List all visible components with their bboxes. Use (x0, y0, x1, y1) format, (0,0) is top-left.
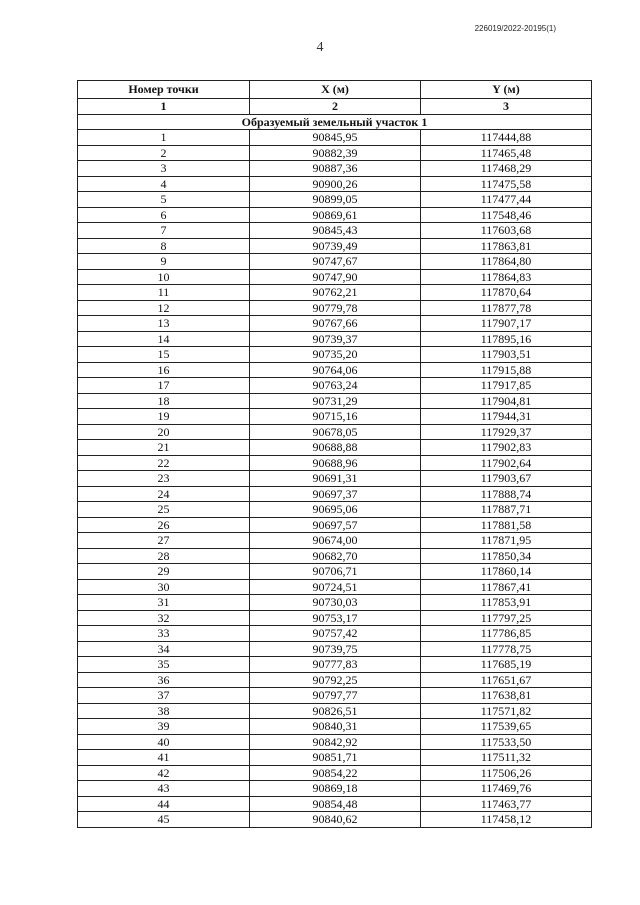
table-row (78, 192, 592, 208)
point-number-cell: 17 (78, 378, 250, 394)
point-number-cell: 16 (78, 362, 250, 378)
y-coordinate-cell: 117475,58 (421, 176, 592, 192)
x-coordinate-cell: 90688,88 (250, 440, 421, 456)
x-coordinate-cell: 90854,22 (250, 765, 421, 781)
table-row (78, 595, 592, 611)
x-coordinate-cell: 90739,37 (250, 331, 421, 347)
y-coordinate-cell: 117902,83 (421, 440, 592, 456)
y-coordinate-cell: 117863,81 (421, 238, 592, 254)
y-coordinate-cell: 117651,67 (421, 672, 592, 688)
table-row (78, 223, 592, 239)
y-coordinate-cell: 117603,68 (421, 223, 592, 239)
table-header-row (78, 81, 592, 99)
y-coordinate-cell: 117469,76 (421, 781, 592, 797)
point-number-cell: 12 (78, 300, 250, 316)
point-number-cell: 45 (78, 812, 250, 828)
y-coordinate-cell: 117571,82 (421, 703, 592, 719)
table-row (78, 471, 592, 487)
y-coordinate-cell: 117539,65 (421, 719, 592, 735)
x-coordinate-cell: 90840,62 (250, 812, 421, 828)
point-number-cell: 39 (78, 719, 250, 735)
y-coordinate-cell: 117907,17 (421, 316, 592, 332)
table-row (78, 362, 592, 378)
point-number-cell: 15 (78, 347, 250, 363)
point-number-cell: 28 (78, 548, 250, 564)
point-number-cell: 14 (78, 331, 250, 347)
table-row (78, 781, 592, 797)
table-row (78, 812, 592, 828)
table-row (78, 657, 592, 673)
y-coordinate-cell: 117463,77 (421, 796, 592, 812)
table-row (78, 765, 592, 781)
point-number-cell: 35 (78, 657, 250, 673)
x-coordinate-cell: 90840,31 (250, 719, 421, 735)
table-row (78, 672, 592, 688)
point-number-cell: 8 (78, 238, 250, 254)
table-row (78, 161, 592, 177)
y-coordinate-cell: 117917,85 (421, 378, 592, 394)
x-coordinate-cell: 90735,20 (250, 347, 421, 363)
y-coordinate-cell: 117506,26 (421, 765, 592, 781)
x-coordinate-cell: 90845,95 (250, 130, 421, 146)
table-row (78, 533, 592, 549)
table-row (78, 734, 592, 750)
page-number: 4 (316, 40, 324, 55)
y-coordinate-cell: 117944,31 (421, 409, 592, 425)
y-coordinate-cell: 117786,85 (421, 626, 592, 642)
table-row (78, 130, 592, 146)
table-row (78, 641, 592, 657)
header-y: Y (м) (421, 81, 592, 99)
x-coordinate-cell: 90706,71 (250, 564, 421, 580)
table-row (78, 579, 592, 595)
y-coordinate-cell: 117903,67 (421, 471, 592, 487)
table-row (78, 517, 592, 533)
header-point-number: Номер точки (78, 81, 250, 99)
document-id: 226019/2022-20195(1) (474, 24, 556, 33)
x-coordinate-cell: 90747,90 (250, 269, 421, 285)
x-coordinate-cell: 90763,24 (250, 378, 421, 394)
y-coordinate-cell: 117871,95 (421, 533, 592, 549)
y-coordinate-cell: 117881,58 (421, 517, 592, 533)
table-row (78, 316, 592, 332)
y-coordinate-cell: 117468,29 (421, 161, 592, 177)
x-coordinate-cell: 90695,06 (250, 502, 421, 518)
x-coordinate-cell: 90797,77 (250, 688, 421, 704)
table-row (78, 610, 592, 626)
x-coordinate-cell: 90715,16 (250, 409, 421, 425)
point-number-cell: 43 (78, 781, 250, 797)
table-row (78, 238, 592, 254)
point-number-cell: 3 (78, 161, 250, 177)
point-number-cell: 9 (78, 254, 250, 270)
y-coordinate-cell: 117877,78 (421, 300, 592, 316)
table-row (78, 207, 592, 223)
x-coordinate-cell: 90792,25 (250, 672, 421, 688)
x-coordinate-cell: 90882,39 (250, 145, 421, 161)
x-coordinate-cell: 90691,31 (250, 471, 421, 487)
y-coordinate-cell: 117864,83 (421, 269, 592, 285)
point-number-cell: 21 (78, 440, 250, 456)
table-row (78, 703, 592, 719)
x-coordinate-cell: 90697,37 (250, 486, 421, 502)
table-row (78, 502, 592, 518)
x-coordinate-cell: 90762,21 (250, 285, 421, 301)
table-row (78, 393, 592, 409)
point-number-cell: 2 (78, 145, 250, 161)
table-row (78, 548, 592, 564)
point-number-cell: 20 (78, 424, 250, 440)
point-number-cell: 13 (78, 316, 250, 332)
table-row (78, 455, 592, 471)
x-coordinate-cell: 90739,75 (250, 641, 421, 657)
y-coordinate-cell: 117888,74 (421, 486, 592, 502)
x-coordinate-cell: 90731,29 (250, 393, 421, 409)
point-number-cell: 36 (78, 672, 250, 688)
y-coordinate-cell: 117511,32 (421, 750, 592, 766)
point-number-cell: 22 (78, 455, 250, 471)
y-coordinate-cell: 117778,75 (421, 641, 592, 657)
y-coordinate-cell: 117477,44 (421, 192, 592, 208)
table-row (78, 409, 592, 425)
y-coordinate-cell: 117915,88 (421, 362, 592, 378)
x-coordinate-cell: 90779,78 (250, 300, 421, 316)
point-number-cell: 26 (78, 517, 250, 533)
y-coordinate-cell: 117548,46 (421, 207, 592, 223)
point-number-cell: 41 (78, 750, 250, 766)
column-number-1: 1 (78, 99, 250, 115)
y-coordinate-cell: 117904,81 (421, 393, 592, 409)
point-number-cell: 10 (78, 269, 250, 285)
point-number-cell: 19 (78, 409, 250, 425)
table-row (78, 440, 592, 456)
table-row (78, 486, 592, 502)
y-coordinate-cell: 117797,25 (421, 610, 592, 626)
table-row (78, 300, 592, 316)
table-row (78, 796, 592, 812)
y-coordinate-cell: 117867,41 (421, 579, 592, 595)
point-number-cell: 6 (78, 207, 250, 223)
table-row (78, 424, 592, 440)
x-coordinate-cell: 90854,48 (250, 796, 421, 812)
x-coordinate-cell: 90869,61 (250, 207, 421, 223)
table-row (78, 378, 592, 394)
x-coordinate-cell: 90678,05 (250, 424, 421, 440)
y-coordinate-cell: 117864,80 (421, 254, 592, 270)
point-number-cell: 18 (78, 393, 250, 409)
column-number-row (78, 99, 592, 115)
y-coordinate-cell: 117458,12 (421, 812, 592, 828)
coordinates-table (77, 80, 592, 828)
point-number-cell: 29 (78, 564, 250, 580)
column-number-3: 3 (421, 99, 592, 115)
x-coordinate-cell: 90739,49 (250, 238, 421, 254)
x-coordinate-cell: 90767,66 (250, 316, 421, 332)
point-number-cell: 31 (78, 595, 250, 611)
y-coordinate-cell: 117902,64 (421, 455, 592, 471)
y-coordinate-cell: 117685,19 (421, 657, 592, 673)
point-number-cell: 42 (78, 765, 250, 781)
x-coordinate-cell: 90826,51 (250, 703, 421, 719)
table-row (78, 176, 592, 192)
point-number-cell: 40 (78, 734, 250, 750)
y-coordinate-cell: 117903,51 (421, 347, 592, 363)
section-title: Образуемый земельный участок 1 (78, 114, 592, 130)
x-coordinate-cell: 90899,05 (250, 192, 421, 208)
point-number-cell: 44 (78, 796, 250, 812)
x-coordinate-cell: 90724,51 (250, 579, 421, 595)
x-coordinate-cell: 90682,70 (250, 548, 421, 564)
table-row (78, 688, 592, 704)
x-coordinate-cell: 90851,71 (250, 750, 421, 766)
point-number-cell: 5 (78, 192, 250, 208)
table-row (78, 145, 592, 161)
x-coordinate-cell: 90688,96 (250, 455, 421, 471)
x-coordinate-cell: 90753,17 (250, 610, 421, 626)
header-x: X (м) (250, 81, 421, 99)
column-number-2: 2 (250, 99, 421, 115)
y-coordinate-cell: 117853,91 (421, 595, 592, 611)
x-coordinate-cell: 90697,57 (250, 517, 421, 533)
x-coordinate-cell: 90777,83 (250, 657, 421, 673)
x-coordinate-cell: 90887,36 (250, 161, 421, 177)
point-number-cell: 7 (78, 223, 250, 239)
x-coordinate-cell: 90764,06 (250, 362, 421, 378)
point-number-cell: 27 (78, 533, 250, 549)
point-number-cell: 4 (78, 176, 250, 192)
table-row (78, 254, 592, 270)
point-number-cell: 30 (78, 579, 250, 595)
point-number-cell: 32 (78, 610, 250, 626)
x-coordinate-cell: 90757,42 (250, 626, 421, 642)
section-title-row (78, 114, 592, 130)
x-coordinate-cell: 90747,67 (250, 254, 421, 270)
table-row (78, 750, 592, 766)
point-number-cell: 1 (78, 130, 250, 146)
point-number-cell: 24 (78, 486, 250, 502)
point-number-cell: 38 (78, 703, 250, 719)
table-row (78, 626, 592, 642)
point-number-cell: 11 (78, 285, 250, 301)
y-coordinate-cell: 117929,37 (421, 424, 592, 440)
table-row (78, 347, 592, 363)
x-coordinate-cell: 90900,26 (250, 176, 421, 192)
table-row (78, 564, 592, 580)
y-coordinate-cell: 117465,48 (421, 145, 592, 161)
x-coordinate-cell: 90869,18 (250, 781, 421, 797)
y-coordinate-cell: 117860,14 (421, 564, 592, 580)
y-coordinate-cell: 117887,71 (421, 502, 592, 518)
point-number-cell: 23 (78, 471, 250, 487)
x-coordinate-cell: 90842,92 (250, 734, 421, 750)
y-coordinate-cell: 117870,64 (421, 285, 592, 301)
table-row (78, 269, 592, 285)
table-row (78, 331, 592, 347)
x-coordinate-cell: 90674,00 (250, 533, 421, 549)
y-coordinate-cell: 117638,81 (421, 688, 592, 704)
point-number-cell: 25 (78, 502, 250, 518)
y-coordinate-cell: 117533,50 (421, 734, 592, 750)
point-number-cell: 33 (78, 626, 250, 642)
x-coordinate-cell: 90730,03 (250, 595, 421, 611)
table-row (78, 285, 592, 301)
table-row (78, 719, 592, 735)
point-number-cell: 37 (78, 688, 250, 704)
y-coordinate-cell: 117444,88 (421, 130, 592, 146)
y-coordinate-cell: 117850,34 (421, 548, 592, 564)
y-coordinate-cell: 117895,16 (421, 331, 592, 347)
point-number-cell: 34 (78, 641, 250, 657)
x-coordinate-cell: 90845,43 (250, 223, 421, 239)
